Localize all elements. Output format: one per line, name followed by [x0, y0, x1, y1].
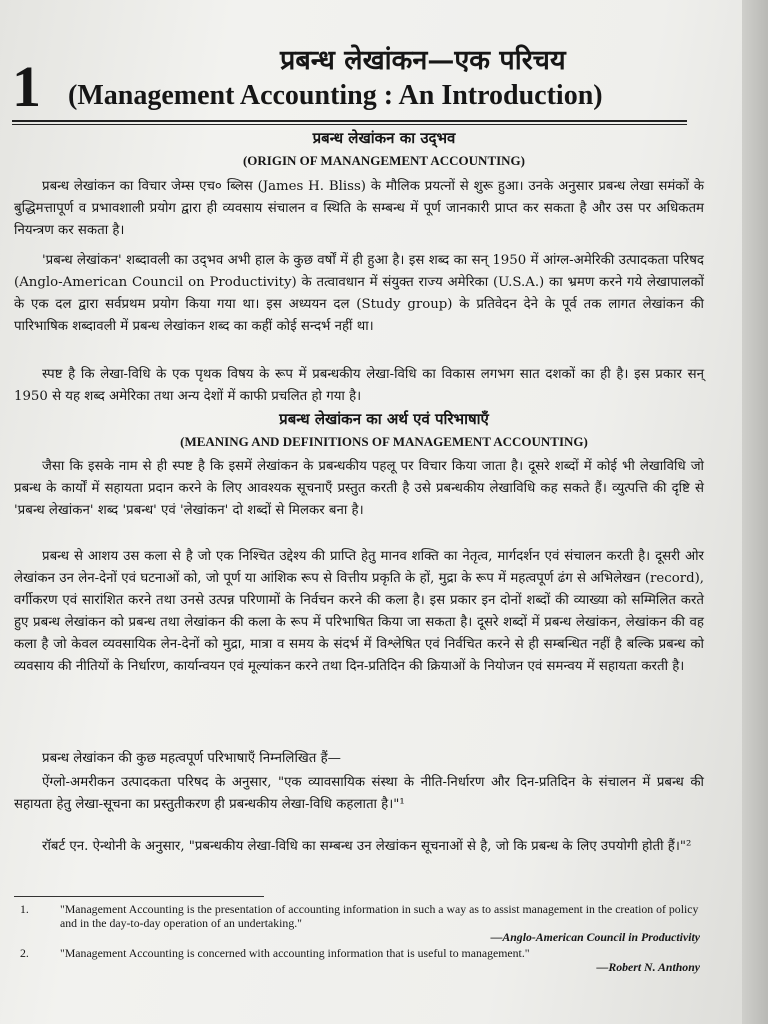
section1-heading-english: (ORIGIN OF MANANGEMENT ACCOUNTING)	[242, 153, 526, 168]
section2-paragraph-3: प्रबन्ध लेखांकन की कुछ महत्वपूर्ण परिभाषाएँ निम्नलिखित हैं—	[42, 751, 341, 766]
footnote-1-number: 1.	[20, 902, 29, 916]
footnote-1-source: —Anglo-American Council in Productivity	[490, 930, 700, 944]
footnote-1	[20, 902, 700, 944]
chapter-title-english: (Management Accounting : An Introduction)	[68, 80, 603, 111]
section2-heading-english: (MEANING AND DEFINITIONS OF MANAGEMENT ACCOUNTING)	[180, 434, 588, 449]
footnote-rule	[14, 896, 264, 897]
footnote-2-text: "Management Accounting is concerned with accounting information that is useful to management."	[60, 946, 530, 960]
footnote-2	[20, 946, 700, 974]
section2-paragraph-1: जैसा कि इसके नाम से ही स्पष्ट है कि इसमें लेखांकन के प्रबन्धकीय पहलू पर विचार किया जाता है। दूसरे शब्दों में कोई भी लेखाविधि जो प्रबन्ध के कार्यों में सहायता प्रदान करने के लिए आवश्यक सूचनाएँ प्रस्तुत करती है उसे प्रबन्धकीय लेखाविधि कह सकते हैं। व्युत्पत्ति की दृष्टि से 'प्रबन्ध लेखांकन' शब्द 'प्रबन्ध' एवं 'लेखांकन' दो शब्दों से मिलकर बना है।	[14, 459, 705, 518]
chapter-number: 1	[12, 54, 41, 119]
section2-paragraph-5: रॉबर्ट एन. ऐन्थोनी के अनुसार, "प्रबन्धकीय लेखा-विधि का सम्बन्ध उन लेखांकन सूचनाओं से है, जो कि प्रबन्ध के लिए उपयोगी होती हैं।"²	[42, 839, 692, 854]
title-rule-thin	[12, 124, 687, 125]
section1-paragraph-3: स्पष्ट है कि लेखा-विधि के एक पृथक विषय के रूप में प्रबन्धकीय लेखा-विधि का विकास लगभग सात दशकों का ही है। इस प्रकार सन् 1950 से यह शब्द अमेरिका तथा अन्य देशों में काफी प्रचलित हो गया है।	[14, 367, 704, 404]
section1-paragraph-2: 'प्रबन्ध लेखांकन' शब्दावली का उद्‌भव अभी हाल के कुछ वर्षों में ही हुआ है। इस शब्द का सन् 1950 में आंग्ल-अमेरिकी उत्पादकता परिषद (Anglo-American Council on Productivity) के तत्वावधान में संयुक्त राज्य अमेरिका (U.S.A.) का भ्रमण करने गये लेखापालकों के एक दल द्वारा सर्वप्रथम प्रयोग किया गया था। इस अध्ययन दल (Study group) के प्रतिवेदन देने के पूर्व तक लागत लेखांकन की पारिभाषिक शब्दावली में प्रबन्ध लेखांकन शब्द का कहीं कोई सन्दर्भ नहीं था।	[14, 253, 704, 334]
section1-paragraph-1: प्रबन्ध लेखांकन का विचार जेम्स एच० ब्लिस (James H. Bliss) के मौलिक प्रयत्नों से शुरू हुआ। उनके अनुसार प्रबन्ध लेखा समंकों के बुद्धिमत्तापूर्ण व प्रभावशाली प्रयोग द्वारा ही व्यवसाय संचालन व स्थिति के सम्बन्ध में पूर्ण जानकारी प्राप्त कर सकता है और उस पर अधिकतम नियन्त्रण कर सकता है।	[14, 179, 704, 238]
footnote-2-number: 2.	[20, 946, 29, 960]
chapter-title-hindi: प्रबन्ध लेखांकन—एक परिचय	[280, 45, 566, 76]
section2-heading-hindi: प्रबन्ध लेखांकन का अर्थ एवं परिभाषाएँ	[279, 410, 489, 428]
section1-heading-hindi: प्रबन्ध लेखांकन का उद्‌भव	[312, 129, 456, 147]
section2-paragraph-4: ऐंग्लो-अमरीकन उत्पादकता परिषद के अनुसार, "एक व्यावसायिक संस्था के नीति-निर्धारण और दिन-प्रतिदिन के संचालन में प्रबन्ध की सहायता हेतु लेखा-सूचना का प्रस्तुतीकरण ही प्रबन्धकीय लेखा-विधि कहलाता है।"¹	[14, 775, 704, 812]
footnote-1-text: "Management Accounting is the presentation of accounting information in such a way as to assist management in the creation of policy and in the day-to-day operation of an undertaking."	[60, 902, 699, 930]
section2-paragraph-2: प्रबन्ध से आशय उस कला से है जो एक निश्चित उद्देश्य की प्राप्ति हेतु मानव शक्ति का नेतृत्व, मार्गदर्शन एवं संचालन करती है। दूसरी ओर लेखांकन उन लेन-देनों एवं घटनाओं को, जो पूर्ण या आंशिक रूप से वित्तीय प्रकृति के हों, मुद्रा के रूप में महत्वपूर्ण ढंग से अभिलेखन (record), वर्गीकरण एवं सारांशित करने तथा उनसे उत्पन्न परिणामों के निर्वचन करने की कला है। इस प्रकार इन दोनों शब्दों की व्याख्या को सम्मिलित करते हुए प्रबन्ध लेखांकन को प्रबन्ध तथा लेखांकन की कला के रूप में परिभाषित किया जा सकता है। दूसरे शब्दों में प्रबन्ध लेखांकन, लेखांकन की वह कला है जो केवल व्यवसायिक लेन-देनों को मुद्रा, मात्रा व समय के संदर्भ में विश्लेषित एवं निर्वचित करने से ही सम्बन्धित नहीं है बल्कि प्रबन्ध को व्यवसाय की नीतियों के निर्धारण, कार्यान्वयन एवं मूल्यांकन करने तथा दिन-प्रतिदिन की क्रियाओं के नियोजन एवं समन्वय में सहायता करती है।	[14, 549, 704, 674]
footnote-2-source: —Robert N. Anthony	[596, 960, 700, 974]
title-rule	[12, 120, 687, 122]
